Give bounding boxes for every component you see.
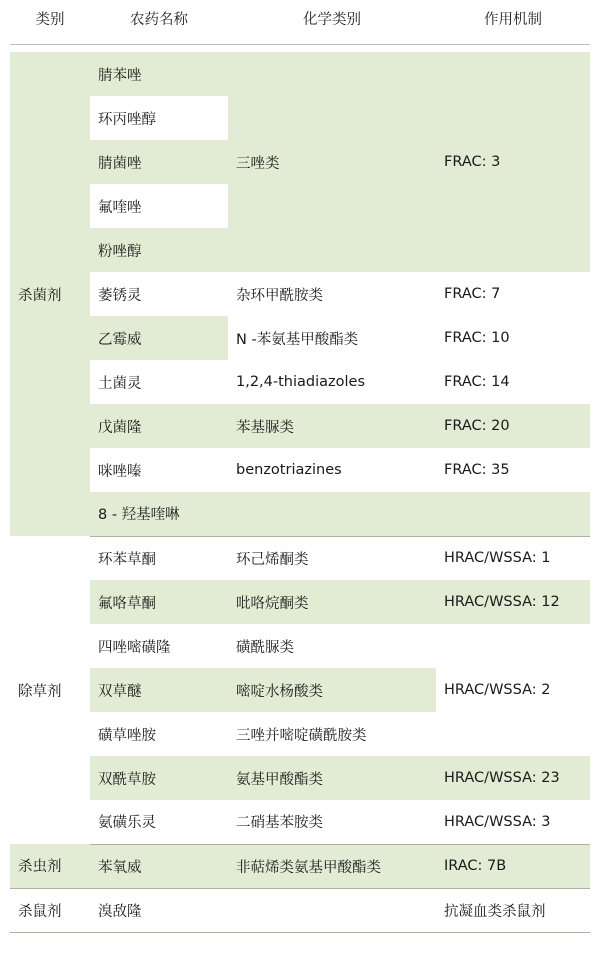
chemical-class-cell: 非萜烯类氨基甲酸酯类 — [228, 844, 436, 888]
chemical-class-cell — [228, 888, 436, 932]
pesticide-name-cell: 乙霉威 — [90, 316, 228, 360]
chemical-class-cell: 苯基脲类 — [228, 404, 436, 448]
mode-of-action-cell: HRAC/WSSA: 12 — [436, 580, 590, 624]
mode-of-action-cell: FRAC: 14 — [436, 360, 590, 404]
mode-of-action-cell: FRAC: 3 — [436, 52, 590, 272]
pesticide-name-cell: 四唑嘧磺隆 — [90, 624, 228, 668]
mode-of-action-cell: HRAC/WSSA: 1 — [436, 536, 590, 580]
mode-of-action-cell: FRAC: 35 — [436, 448, 590, 492]
category-cell: 杀鼠剂 — [10, 888, 90, 932]
pesticide-name-cell: 腈菌唑 — [90, 140, 228, 184]
header-divider — [10, 44, 590, 45]
table-row — [10, 756, 590, 800]
table-row — [10, 52, 590, 96]
chemical-class-cell: N -苯氨基甲酸酯类 — [228, 316, 436, 360]
header-chemical-class: 化学类别 — [303, 12, 361, 28]
pesticide-name-cell: 8 - 羟基喹啉 — [90, 492, 228, 536]
mode-of-action-cell: IRAC: 7B — [436, 844, 590, 888]
chemical-class-cell — [228, 492, 436, 536]
pesticide-name-cell: 环丙唑醇 — [90, 96, 228, 140]
chemical-class-cell: benzotriazines — [228, 448, 436, 492]
chemical-class-cell: 三唑并嘧啶磺酰胺类 — [228, 712, 436, 756]
pesticide-name-cell: 氟喹唑 — [90, 184, 228, 228]
table-row — [10, 624, 590, 668]
pesticide-name-cell: 溴敌隆 — [90, 888, 228, 932]
pesticide-name-cell: 土菌灵 — [90, 360, 228, 404]
chemical-class-cell: 吡咯烷酮类 — [228, 580, 436, 624]
table-row — [10, 844, 590, 888]
mode-of-action-cell: HRAC/WSSA: 2 — [436, 624, 590, 756]
chemical-class-cell: 氨基甲酸酯类 — [228, 756, 436, 800]
pesticide-name-cell: 双酰草胺 — [90, 756, 228, 800]
table-row — [10, 360, 590, 404]
pesticide-name-cell: 磺草唑胺 — [90, 712, 228, 756]
chemical-class-cell: 三唑类 — [228, 52, 436, 272]
pesticide-name-cell: 环苯草酮 — [90, 536, 228, 580]
mode-of-action-cell: HRAC/WSSA: 3 — [436, 800, 590, 844]
pesticide-name-cell: 氟咯草酮 — [90, 580, 228, 624]
chemical-class-cell: 杂环甲酰胺类 — [228, 272, 436, 316]
pesticide-name-cell: 苯氧威 — [90, 844, 228, 888]
header-category: 类别 — [35, 12, 65, 28]
table-row — [10, 448, 590, 492]
chemical-class-cell: 磺酰脲类 — [228, 624, 436, 668]
table-row — [10, 800, 590, 844]
pesticide-name-cell: 氨磺乐灵 — [90, 800, 228, 844]
mode-of-action-cell: FRAC: 7 — [436, 272, 590, 316]
mode-of-action-cell: 抗凝血类杀鼠剂 — [436, 888, 590, 932]
table-row — [10, 580, 590, 624]
mode-of-action-cell: FRAC: 10 — [436, 316, 590, 360]
pesticide-name-cell: 萎锈灵 — [90, 272, 228, 316]
chemical-class-cell: 二硝基苯胺类 — [228, 800, 436, 844]
category-cell: 杀菌剂 — [10, 52, 90, 536]
table-row — [10, 316, 590, 360]
pesticide-name-cell: 腈苯唑 — [90, 52, 228, 96]
pesticide-name-cell: 粉唑醇 — [90, 228, 228, 272]
mode-of-action-cell: HRAC/WSSA: 23 — [436, 756, 590, 800]
header-mode-of-action: 作用机制 — [484, 12, 542, 28]
chemical-class-cell: 1,2,4-thiadiazoles — [228, 360, 436, 404]
table-row — [10, 404, 590, 448]
pesticide-name-cell: 咪唑嗪 — [90, 448, 228, 492]
pesticide-table — [10, 52, 590, 933]
category-cell: 除草剂 — [10, 536, 90, 844]
pesticide-name-cell: 双草醚 — [90, 668, 228, 712]
table-row — [10, 536, 590, 580]
mode-of-action-cell — [436, 492, 590, 536]
table-row — [10, 888, 590, 932]
mode-of-action-cell: FRAC: 20 — [436, 404, 590, 448]
category-cell: 杀虫剂 — [10, 844, 90, 888]
table-row — [10, 272, 590, 316]
table-row — [10, 492, 590, 536]
header-pesticide-name: 农药名称 — [130, 12, 188, 28]
pesticide-name-cell: 戊菌隆 — [90, 404, 228, 448]
chemical-class-cell: 环己烯酮类 — [228, 536, 436, 580]
chemical-class-cell: 嘧啶水杨酸类 — [228, 668, 436, 712]
